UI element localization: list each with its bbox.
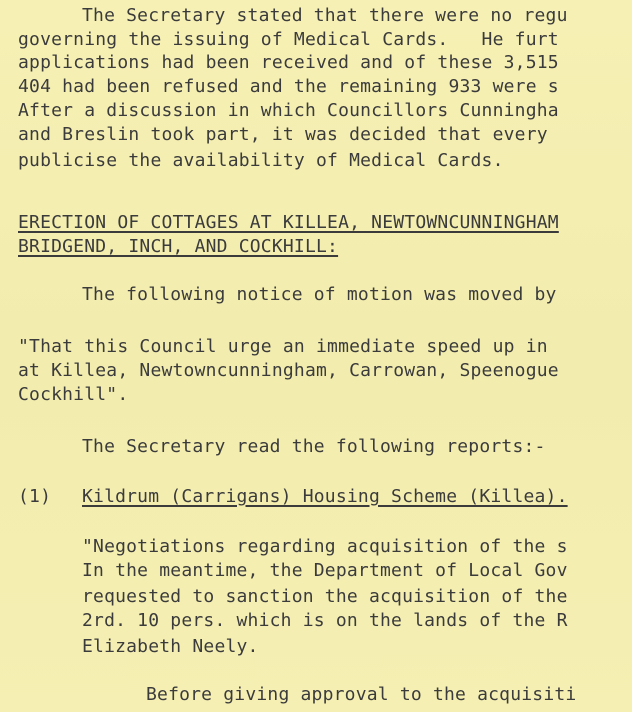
item-title: Kildrum (Carrigans) Housing Scheme (Killea). <box>82 486 568 507</box>
closing-line: Before giving approval to the acquisiti <box>146 684 577 705</box>
item-body-line: In the meantime, the Department of Local Gov <box>82 560 568 581</box>
item-number: (1) <box>18 486 52 507</box>
item-body-line: "Negotiations regarding acquisition of the s <box>82 536 568 557</box>
paragraph-line: After a discussion in which Councillors Cunningha <box>18 100 559 121</box>
motion-line: "That this Council urge an immediate speed up in <box>18 336 548 357</box>
paragraph-line: publicise the availability of Medical Cards. <box>18 150 504 171</box>
motion-intro: The following notice of motion was moved by <box>82 284 557 305</box>
item-body-line: 2rd. 10 pers. which is on the lands of the R <box>82 610 568 631</box>
section-heading-line-2: BRIDGEND, INCH, AND COCKHILL: <box>18 236 339 257</box>
paragraph-line: The Secretary stated that there were no regu <box>82 5 568 26</box>
item-body-line: Elizabeth Neely. <box>82 636 259 657</box>
paragraph-line: 404 had been refused and the remaining 933 were s <box>18 76 559 97</box>
paragraph-line: governing the issuing of Medical Cards. He furt <box>18 29 559 50</box>
section-heading-line-1: ERECTION OF COTTAGES AT KILLEA, NEWTOWNCUNNINGHAM <box>18 212 559 233</box>
motion-line: at Killea, Newtowncunningham, Carrowan, Speenogue <box>18 360 559 381</box>
motion-line: Cockhill". <box>18 384 129 405</box>
paragraph-line: applications had been received and of these 3,515 <box>18 52 559 73</box>
reports-intro: The Secretary read the following reports:- <box>82 436 546 457</box>
item-body-line: requested to sanction the acquisition of the <box>82 586 568 607</box>
paragraph-line: and Breslin took part, it was decided that every <box>18 124 548 145</box>
